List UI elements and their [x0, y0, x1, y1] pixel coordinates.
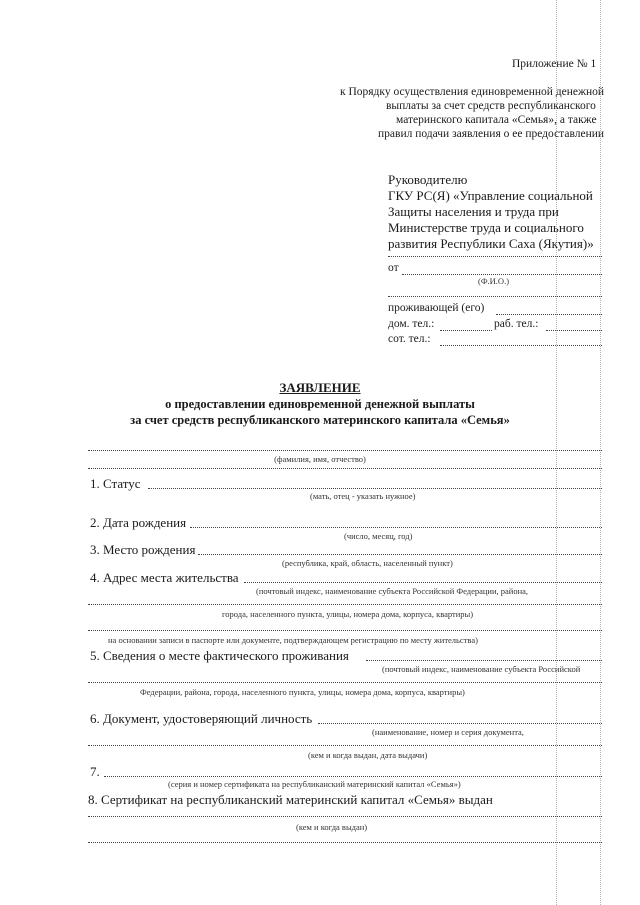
residence-hint-2: города, населенного пункта, улицы, номера дома, корпуса, квартиры) [222, 609, 474, 619]
work-phone-field-line[interactable] [546, 330, 602, 331]
item7-field-line[interactable] [104, 776, 602, 777]
appendix-title: Приложение № 1 [512, 58, 597, 70]
fio-field-line[interactable] [388, 296, 602, 297]
work-phone-label: раб. тел.: [494, 318, 539, 330]
addressee-line-1: Руководителю [388, 172, 468, 187]
addressee-line-4: Министерстве труда и социального [388, 220, 584, 235]
certificate-hint: (кем и когда выдан) [296, 822, 368, 832]
item7-label: 7. [90, 764, 100, 779]
status-label: 1. Статус [90, 476, 141, 491]
applicant-fio-line[interactable] [88, 450, 602, 451]
residence-field-line[interactable] [244, 582, 602, 583]
certificate-field-line[interactable] [88, 816, 602, 817]
residence-field-line-2[interactable] [88, 604, 602, 605]
appendix-line-3: материнского капитала «Семья», а также [396, 114, 597, 126]
addressee-fio-hint: (Ф.И.О.) [478, 276, 510, 286]
residing-field-line[interactable] [496, 314, 602, 315]
mobile-phone-field-line[interactable] [440, 345, 602, 346]
home-phone-label: дом. тел.: [388, 318, 435, 330]
residence-label: 4. Адрес места жительства [90, 570, 239, 585]
appendix-line-1: к Порядку осуществления единовременной денежной [340, 86, 605, 98]
birth-place-field-line[interactable] [198, 554, 602, 555]
certificate-field-line-2[interactable] [88, 842, 602, 843]
certificate-label: 8. Сертификат на республиканский материнский капитал «Семья» выдан [88, 792, 493, 807]
id-document-field-line-2[interactable] [88, 745, 602, 746]
home-phone-field-line[interactable] [440, 330, 492, 331]
actual-residence-field-line-2[interactable] [88, 682, 602, 683]
actual-residence-label: 5. Сведения о месте фактического проживания [90, 648, 349, 663]
from-field-line[interactable] [402, 274, 602, 275]
actual-residence-hint-2: Федерации, района, города, населенного пункта, улицы, номера дома, корпуса, квартиры) [140, 687, 465, 697]
status-field-line[interactable] [148, 488, 602, 489]
residence-field-line-3[interactable] [88, 630, 602, 631]
birth-date-hint: (число, месяц, год) [344, 531, 413, 541]
birth-place-hint: (республика, край, область, населенный пункт) [282, 558, 453, 568]
id-document-field-line[interactable] [318, 723, 602, 724]
actual-residence-field-line[interactable] [366, 660, 602, 661]
status-hint: (мать, отец - указать нужное) [310, 491, 416, 501]
appendix-line-4: правил подачи заявления о ее предоставлении [378, 128, 605, 140]
document-title: ЗАЯВЛЕНИЕ [279, 380, 361, 395]
residing-label: проживающей (его) [388, 302, 485, 314]
addressee-line-2: ГКУ РС(Я) «Управление социальной [388, 188, 593, 203]
applicant-fio-hint: (фамилия, имя, отчество) [274, 454, 366, 464]
id-document-hint-2: (кем и когда выдан, дата выдачи) [308, 750, 428, 760]
addressee-line-5: развития Республики Саха (Якутия)» [388, 236, 594, 251]
heading-line-1: о предоставлении единовременной денежной выплаты [165, 397, 475, 411]
from-label: от [388, 262, 399, 274]
birth-date-label: 2. Дата рождения [90, 515, 187, 530]
birth-place-label: 3. Место рождения [90, 542, 196, 557]
mobile-phone-label: сот. тел.: [388, 333, 431, 345]
item7-hint: (серия и номер сертификата на республиканский материнский капитал «Семья») [168, 779, 461, 789]
birth-date-field-line[interactable] [190, 527, 602, 528]
appendix-line-2: выплаты за счет средств республиканского [386, 100, 596, 112]
id-document-hint-1: (наименование, номер и серия документа, [372, 727, 524, 737]
id-document-label: 6. Документ, удостоверяющий личность [90, 711, 313, 726]
heading-line-2: за счет средств республиканского материнского капитала «Семья» [130, 413, 510, 427]
residence-hint-3: на основании записи в паспорте или документе, подтверждающем регистрацию по месту жительства) [108, 635, 478, 645]
addressee-blank-line [388, 256, 602, 257]
residence-hint-1: (почтовый индекс, наименование субъекта Российской Федерации, района, [256, 586, 529, 596]
applicant-fio-line-2[interactable] [88, 468, 602, 469]
actual-residence-hint-1: (почтовый индекс, наименование субъекта Российской [382, 664, 581, 674]
addressee-line-3: Защиты населения и труда при [388, 204, 559, 219]
